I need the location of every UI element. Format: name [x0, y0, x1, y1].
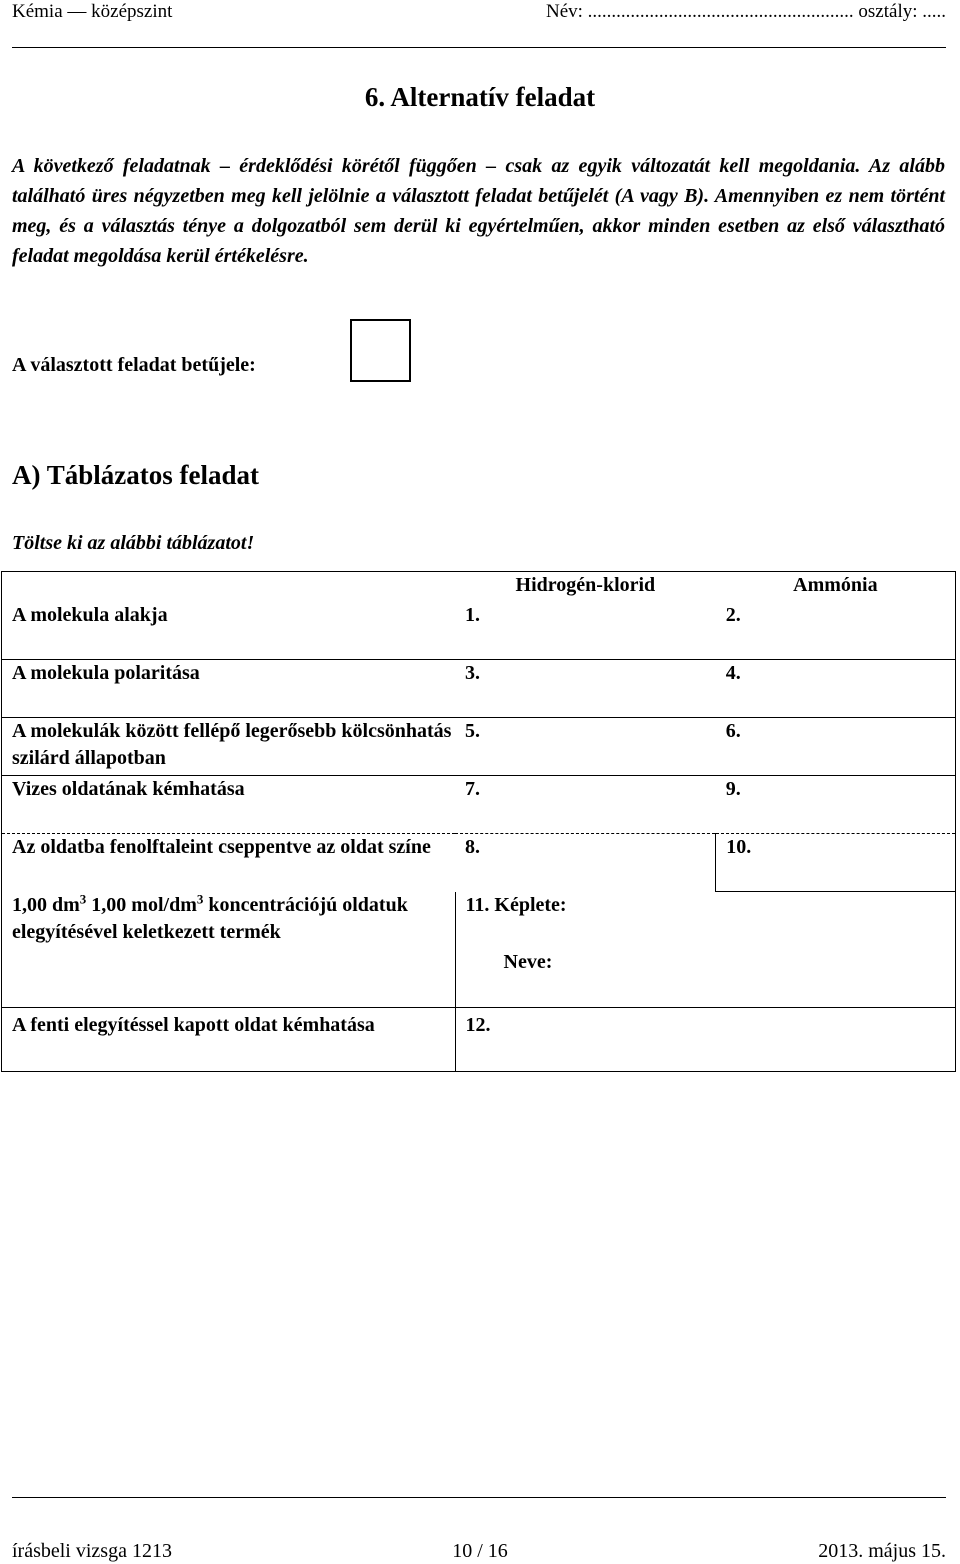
footer-date: 2013. május 15. — [818, 1540, 946, 1562]
row-label: A fenti elegyítéssel kapott oldat kémhatása — [2, 1008, 456, 1072]
answer-cell[interactable]: 4. — [716, 660, 956, 718]
table-row — [2, 602, 956, 660]
product-cell — [455, 892, 956, 1008]
table-row — [2, 776, 956, 834]
label-part: 1,00 mol/dm — [86, 893, 197, 916]
choice-label: A választott feladat betűjele: — [12, 354, 256, 376]
table-row — [2, 660, 956, 718]
header-subject: Kémia — középszint — [12, 1, 173, 22]
choice-box[interactable] — [350, 319, 411, 382]
row-label: A molekulák között fellépő legerősebb kölcsönhatás szilárd állapotban — [2, 718, 456, 776]
answer-cell[interactable]: 8. — [455, 834, 716, 892]
table-row — [2, 892, 956, 1008]
col-header-nh3: Ammónia — [716, 572, 956, 602]
name-field[interactable]: Neve: — [503, 951, 553, 973]
table-header-row — [2, 572, 956, 602]
footer-exam: írásbeli vizsga 1213 — [12, 1540, 172, 1562]
fill-instruction: Töltse ki az alábbi táblázatot! — [12, 532, 255, 554]
superscript: 3 — [79, 890, 87, 906]
answer-cell[interactable]: 7. — [465, 778, 480, 800]
answer-cell[interactable]: 1. — [455, 602, 716, 660]
row-label — [2, 892, 456, 1008]
row-label: Vizes oldatának kémhatása — [2, 776, 456, 834]
instructions: A következő feladatnak – érdeklődési körétől függően – csak az egyik változatát kell megoldania. Az alább található üres négyzetben meg kell jelölnie a választott feladat betűjelét (A vagy B). Amennyiben ez nem történt meg, és a választás ténye a dolgozatból sem derül ki egyértelműen, akkor minden esetben az első választható feladat megoldása kerül értékelésre. — [12, 155, 945, 267]
footer-rule — [12, 1497, 946, 1498]
label-part: 1,00 dm — [12, 893, 80, 916]
table-row — [2, 1008, 956, 1072]
row-label: Az oldatba fenolftaleint cseppentve az oldat színe — [2, 834, 456, 892]
table-row — [2, 834, 956, 892]
col-header-hcl: Hidrogén-klorid — [455, 572, 716, 602]
formula-field[interactable]: 11. Képlete: — [465, 894, 567, 916]
answer-cell[interactable]: 10. — [716, 834, 956, 892]
answer-cell[interactable]: 12. — [455, 1008, 956, 1072]
answer-cell[interactable]: 9. — [716, 776, 956, 834]
answer-cell[interactable]: 5. — [455, 718, 716, 776]
label-part: koncentrációjú oldatuk elegyítésével keletkezett termék — [12, 893, 408, 943]
superscript: 3 — [196, 890, 204, 906]
footer-page-number: 10 / 16 — [452, 1540, 508, 1562]
table-row — [2, 718, 956, 776]
row-label: A molekula polaritása — [2, 660, 456, 718]
header-name-class: Név: ........................................................ osztály: ..... — [545, 1, 946, 22]
row-label: A molekula alakja — [2, 602, 456, 660]
page-title: 6. Alternatív feladat — [364, 82, 596, 112]
header-rule — [12, 47, 946, 48]
answer-table — [1, 571, 956, 1072]
answer-cell[interactable]: 2. — [716, 602, 956, 660]
answer-cell[interactable]: 6. — [716, 718, 956, 776]
section-subtitle: A) Táblázatos feladat — [12, 460, 259, 490]
answer-cell[interactable]: 3. — [455, 660, 716, 718]
